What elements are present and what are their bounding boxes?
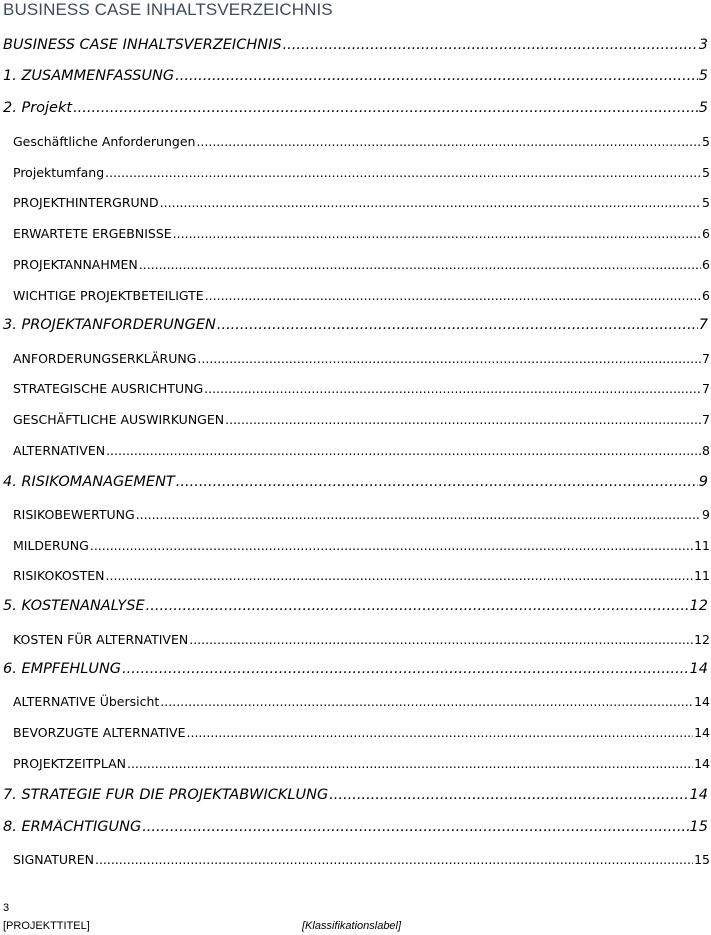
toc-leader-dots (225, 412, 701, 427)
toc-entry-page: 14 (689, 787, 708, 803)
toc-entry-label: ALTERNATIVE Übersicht (13, 694, 160, 709)
toc-entry-label: MILDERUNG (13, 538, 89, 553)
toc-leader-dots (175, 68, 698, 84)
toc-entry[interactable] (13, 195, 710, 213)
toc-leader-dots (95, 852, 693, 867)
toc-entry-label: 8. ERMÄCHTIGUNG (3, 819, 142, 835)
toc-entry-page: 6 (702, 257, 710, 272)
toc-entry[interactable] (3, 100, 708, 120)
toc-entry-page: 5 (702, 165, 710, 180)
toc-entry-label: WICHTIGE PROJEKTBETEILIGTE (13, 288, 204, 303)
toc-entry[interactable] (3, 317, 708, 337)
toc-entry-label: 2. Projekt (3, 100, 73, 116)
toc-entry-label: RISIKOBEWERTUNG (13, 507, 135, 522)
toc-entry-label: ALTERNATIVEN (13, 443, 106, 458)
toc-entry-page: 5 (698, 68, 708, 84)
toc-entry-page: 9 (702, 507, 710, 522)
toc-leader-dots (136, 507, 701, 522)
toc-leader-dots (146, 598, 689, 614)
toc-entry-page: 6 (702, 226, 710, 241)
toc-leader-dots (187, 725, 694, 740)
toc-entry[interactable] (3, 819, 708, 839)
toc-entry-label: BUSINESS CASE INHALTSVERZEICHNIS (3, 37, 282, 53)
toc-leader-dots (122, 661, 689, 677)
toc-entry-label: Geschäftliche Anforderungen (13, 134, 196, 149)
toc-leader-dots (197, 351, 701, 366)
toc-entry[interactable] (3, 661, 708, 681)
toc-entry-label: GESCHÄFTLICHE AUSWIRKUNGEN (13, 412, 225, 427)
toc-leader-dots (329, 787, 688, 803)
toc-leader-dots (196, 134, 701, 149)
toc-entry[interactable] (13, 351, 710, 369)
toc-entry-label: Projektumfang (13, 165, 105, 180)
toc-leader-dots (105, 165, 701, 180)
toc-entry[interactable] (13, 165, 710, 183)
document-title: BUSINESS CASE INHALTSVERZEICHNIS (3, 0, 333, 19)
toc-leader-dots (106, 443, 701, 458)
toc-entry-label: ERWARTETE ERGEBNISSE (13, 226, 172, 241)
toc-entry-page: 7 (698, 317, 708, 333)
toc-entry[interactable] (13, 756, 710, 774)
toc-entry[interactable] (13, 381, 710, 399)
toc-entry-page: 7 (702, 351, 710, 366)
page-number: 3 (3, 902, 10, 914)
toc-entry-label: PROJEKTHINTERGRUND (13, 195, 159, 210)
toc-entry[interactable] (13, 257, 710, 275)
toc-entry-page: 14 (689, 661, 708, 677)
toc-entry[interactable] (13, 852, 710, 870)
toc-entry[interactable] (13, 568, 710, 586)
toc-entry-page: 11 (694, 568, 710, 583)
toc-entry-page: 5 (702, 195, 710, 210)
toc-leader-dots (205, 288, 701, 303)
toc-entry[interactable] (13, 134, 710, 152)
toc-entry-page: 5 (702, 134, 710, 149)
toc-entry-label: 7. STRATEGIE FÜR DIE PROJEKTABWICKLUNG (3, 787, 329, 803)
toc-entry[interactable] (3, 598, 708, 618)
toc-entry-label: PROJEKTZEITPLAN (13, 756, 126, 771)
toc-leader-dots (73, 100, 698, 116)
toc-leader-dots (106, 568, 694, 583)
toc-entry-page: 9 (698, 474, 708, 490)
toc-entry-label: 3. PROJEKTANFORDERUNGEN (3, 317, 216, 333)
toc-leader-dots (176, 474, 698, 490)
toc-entry-label: SIGNATUREN (13, 852, 94, 867)
toc-entry[interactable] (13, 632, 710, 650)
toc-entry[interactable] (13, 694, 710, 712)
toc-entry-page: 8 (702, 443, 710, 458)
toc-entry-label: PROJEKTANNAHMEN (13, 257, 138, 272)
toc-entry[interactable] (13, 538, 710, 556)
toc-entry-page: 6 (702, 288, 710, 303)
toc-leader-dots (189, 632, 693, 647)
toc-entry[interactable] (3, 474, 708, 494)
toc-entry-label: 4. RISIKOMANAGEMENT (3, 474, 175, 490)
toc-leader-dots (160, 195, 701, 210)
toc-entry[interactable] (3, 787, 708, 807)
toc-entry-page: 15 (689, 819, 708, 835)
toc-leader-dots (217, 317, 698, 333)
toc-entry[interactable] (13, 412, 710, 430)
toc-entry-page: 11 (694, 538, 710, 553)
toc-entry[interactable] (3, 68, 708, 88)
toc-leader-dots (127, 756, 693, 771)
toc-entry-page: 14 (694, 725, 710, 740)
toc-leader-dots (173, 226, 701, 241)
toc-leader-dots (139, 257, 701, 272)
toc-entry-page: 12 (694, 632, 710, 647)
toc-entry-page: 15 (694, 852, 710, 867)
toc-entry[interactable] (13, 288, 710, 306)
toc-entry-label: ANFORDERUNGSERKLÄRUNG (13, 351, 197, 366)
footer-project-title: [PROJEKTTITEL] (3, 920, 90, 932)
toc-leader-dots (160, 694, 693, 709)
toc-entry-page: 7 (702, 381, 710, 396)
toc-entry-page: 12 (689, 598, 708, 614)
toc-entry-page: 3 (698, 37, 708, 53)
toc-entry[interactable] (13, 507, 710, 525)
toc-leader-dots (204, 381, 701, 396)
toc-leader-dots (90, 538, 693, 553)
toc-entry-label: KOSTEN FÜR ALTERNATIVEN (13, 632, 189, 647)
toc-entry-label: RISIKOKOSTEN (13, 568, 105, 583)
toc-entry[interactable] (13, 443, 710, 461)
footer-classification-label: [Klassifikationslabel] (302, 920, 402, 932)
toc-leader-dots (142, 819, 688, 835)
toc-entry[interactable] (3, 37, 708, 57)
toc-entry-page: 14 (694, 756, 710, 771)
toc-entry-page: 7 (702, 412, 710, 427)
toc-entry-label: STRATEGISCHE AUSRICHTUNG (13, 381, 204, 396)
toc-entry-label: 5. KOSTENANALYSE (3, 598, 145, 614)
toc-entry-page: 5 (698, 100, 708, 116)
toc-entry-label: 6. EMPFEHLUNG (3, 661, 122, 677)
toc-entry-page: 14 (694, 694, 710, 709)
toc-leader-dots (283, 37, 698, 53)
toc-entry[interactable] (13, 725, 710, 743)
toc-entry-label: 1. ZUSAMMENFASSUNG (3, 68, 175, 84)
toc-entry-label: BEVORZUGTE ALTERNATIVE (13, 725, 186, 740)
toc-entry[interactable] (13, 226, 710, 244)
